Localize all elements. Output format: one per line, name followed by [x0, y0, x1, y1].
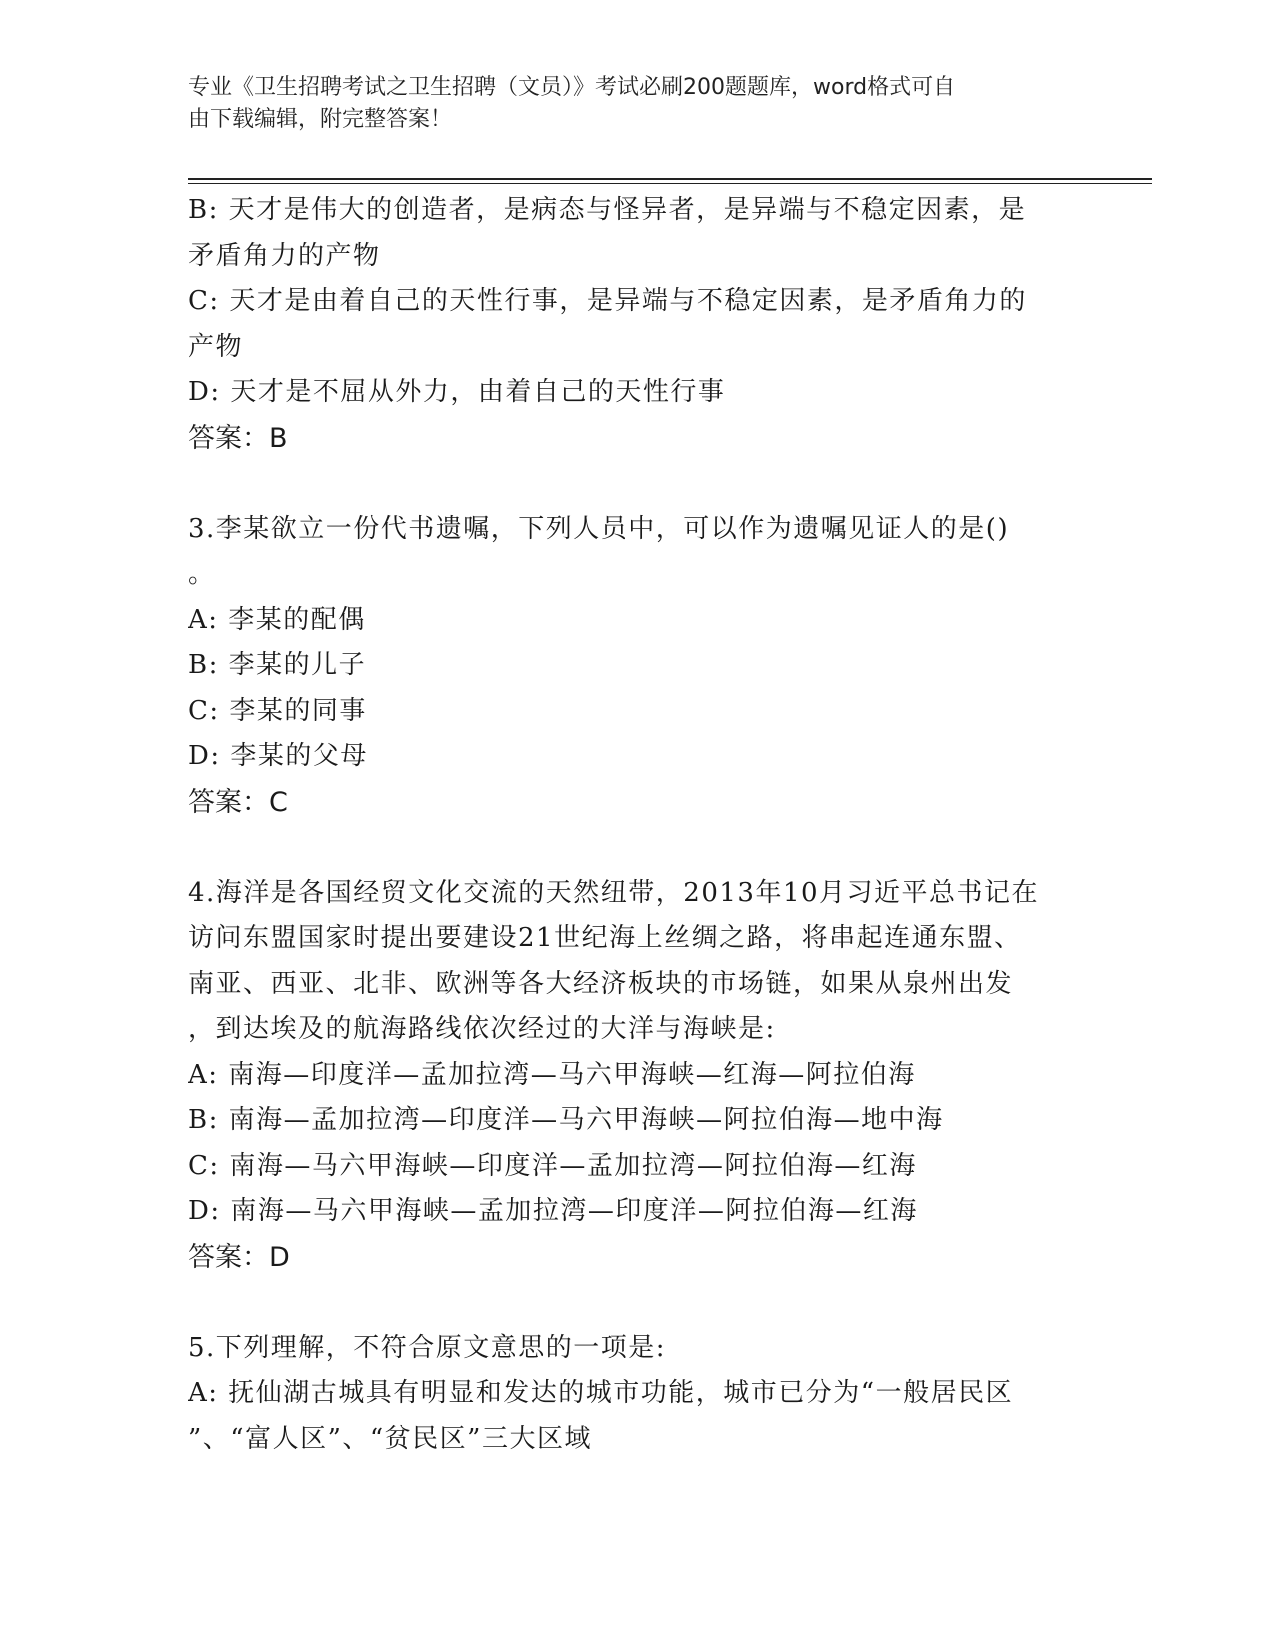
q2-option-c-line2: 产物: [188, 331, 244, 362]
document-body: [188, 188, 1088, 1462]
q4-option-c: C: 南海—马六甲海峡—印度洋—孟加拉湾—阿拉伯海—红海: [188, 1150, 917, 1181]
question-2: [188, 188, 1088, 461]
q4-question-line2: 访问东盟国家时提出要建设21世纪海上丝绸之路，将串起连通东盟、: [188, 923, 1022, 953]
q2-option-d: D: 天才是不屈从外力，由着自己的天性行事: [188, 377, 726, 407]
spacer: [188, 1280, 1088, 1326]
q4-answer: 答案：D: [188, 1241, 290, 1273]
q4-option-b: B: 南海—孟加拉湾—印度洋—马六甲海峡—阿拉伯海—地中海: [188, 1105, 944, 1135]
header-title-line1: 专业《卫生招聘考试之卫生招聘（文员）》考试必刷200题题库，word格式可自: [188, 75, 956, 100]
q4-question-line4: ，到达埃及的航海路线依次经过的大洋与海峡是:: [188, 1014, 776, 1044]
q3-option-c: C: 李某的同事: [188, 695, 367, 726]
q3-option-b: B: 李某的儿子: [188, 650, 367, 680]
spacer: [188, 461, 1088, 507]
document-header: [188, 72, 1068, 136]
q2-answer: 答案：B: [188, 422, 288, 454]
q2-option-b-line1: B: 天才是伟大的创造者，是病态与怪异者，是异端与不稳定因素，是: [188, 195, 1027, 225]
question-4: [188, 871, 1088, 1281]
q4-option-d: D: 南海—马六甲海峡—孟加拉湾—印度洋—阿拉伯海—红海: [188, 1196, 918, 1226]
q4-question-line3: 南亚、西亚、北非、欧洲等各大经济板块的市场链，如果从泉州出发: [188, 968, 1014, 999]
q3-answer: 答案：C: [188, 786, 288, 818]
q3-question-line1: 3.李某欲立一份代书遗嘱，下列人员中，可以作为遗嘱见证人的是(): [188, 513, 1010, 544]
q3-question-line2: 。: [188, 559, 216, 589]
header-divider-thin: [188, 183, 1152, 184]
spacer: [188, 825, 1088, 871]
q2-option-c-line1: C: 天才是由着自己的天性行事，是异端与不稳定因素，是矛盾角力的: [188, 286, 1027, 316]
q3-option-a: A: 李某的配偶: [188, 604, 366, 635]
question-5: [188, 1326, 1088, 1463]
q5-option-a-line1: A: 抚仙湖古城具有明显和发达的城市功能，城市已分为“一般居民区: [188, 1378, 1014, 1408]
header-divider-thick: [188, 178, 1152, 180]
q5-question-line1: 5.下列理解，不符合原文意思的一项是:: [188, 1332, 667, 1363]
q3-option-d: D: 李某的父母: [188, 741, 368, 771]
header-title-line2: 由下载编辑，附完整答案！: [188, 107, 453, 132]
q5-option-a-line2: ”、“富人区”、“贫民区”三大区域: [188, 1423, 592, 1454]
q4-option-a: A: 南海—印度洋—孟加拉湾—马六甲海峡—红海—阿拉伯海: [188, 1059, 916, 1090]
question-3: [188, 507, 1088, 826]
q4-question-line1: 4.海洋是各国经贸文化交流的天然纽带，2013年10月习近平总书记在: [188, 877, 1040, 908]
q2-option-b-line2: 矛盾角力的产物: [188, 240, 381, 271]
